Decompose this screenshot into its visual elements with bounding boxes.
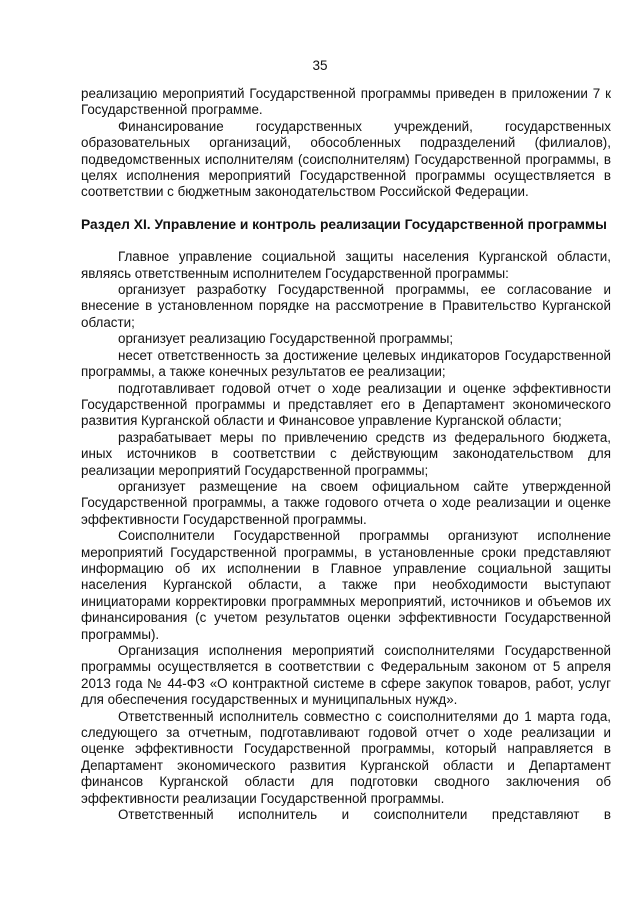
paragraph-trailing: Ответственный исполнитель и соисполнители представляют в (118, 807, 611, 823)
list-item-develop-program: организует разработку Государственной программы, ее согласование и внесение в установленном порядке на рассмотрение в Правительство Курганской области; (81, 282, 611, 330)
paragraph-procurement-law: Организация исполнения мероприятий соисполнителями Государственной программы осуществляется в соответствии с Федеральным законом от 5 апреля 2013 года № 44-ФЗ «О контрактной системе в сфере закупок товаров, работ, услуг для обеспечения государственных и муниципальных нужд». (81, 643, 611, 708)
list-item-publish-program: организует размещение на своем официальном сайте утвержденной Государственной программы, а также годового отчета о ходе реализации и оценке эффективности Государственной программы. (81, 478, 611, 527)
list-item-responsibility: несет ответственность за достижение целевых индикаторов Государственной программы, а также конечных результатов ее реализации; (81, 347, 611, 380)
list-item-organize-implementation: организует реализацию Государственной программы; (118, 331, 454, 347)
section-heading: Раздел XI. Управление и контроль реализации Государственной программы (81, 216, 607, 232)
paragraph-carryover: реализацию мероприятий Государственной программы приведен в приложении 7 к Государственной программе. (81, 86, 611, 118)
list-item-annual-report: подготавливает годовой отчет о ходе реализации и оценке эффективности Государственной программы и представляет его в Департамент экономического развития Курганской области и Финансовое управление Курганской области; (81, 380, 611, 429)
paragraph-financing: Финансирование государственных учреждений, государственных образовательных организаций, обособленных подразделений (филиалов), подведомственных исполнителям (соисполнителям) Государственной программы, в целях исполнения мероприятий Государственной программы осуществляется в соответствии с бюджетным законодательством Российской Федерации. (81, 118, 611, 200)
document-body (81, 86, 611, 823)
page-number: 35 (312, 58, 328, 73)
list-item-attract-funds: разрабатывает меры по привлечению средств из федерального бюджета, иных источников в соответствии с действующим законодательством для реализации мероприятий Государственной программы; (81, 429, 611, 478)
paragraph-co-executors: Соисполнители Государственной программы организуют исполнение мероприятий Государственной программы, в установленные сроки представляют информацию об их исполнении в Главное управление социальной защиты населения Курганской области, а также при необходимости выступают инициаторами корректировки программных мероприятий, источников и объемов их финансирования (с учетом результатов оценки эффективности Государственной программы). (81, 528, 611, 642)
paragraph-annual-report-deadline: Ответственный исполнитель совместно с соисполнителями до 1 марта года, следующего за отчетным, подготавливают годовой отчет о ходе реализации и оценке эффективности Государственной программы, который направляется в Департамент экономического развития Курганской области и Департамент финансов Курганской области для подготовки сводного заключения об эффективности реализации Государственной программы. (81, 708, 611, 806)
paragraph-responsible-executor: Главное управление социальной защиты населения Курганской области, являясь ответственным исполнителем Государственной программы: (81, 249, 611, 281)
